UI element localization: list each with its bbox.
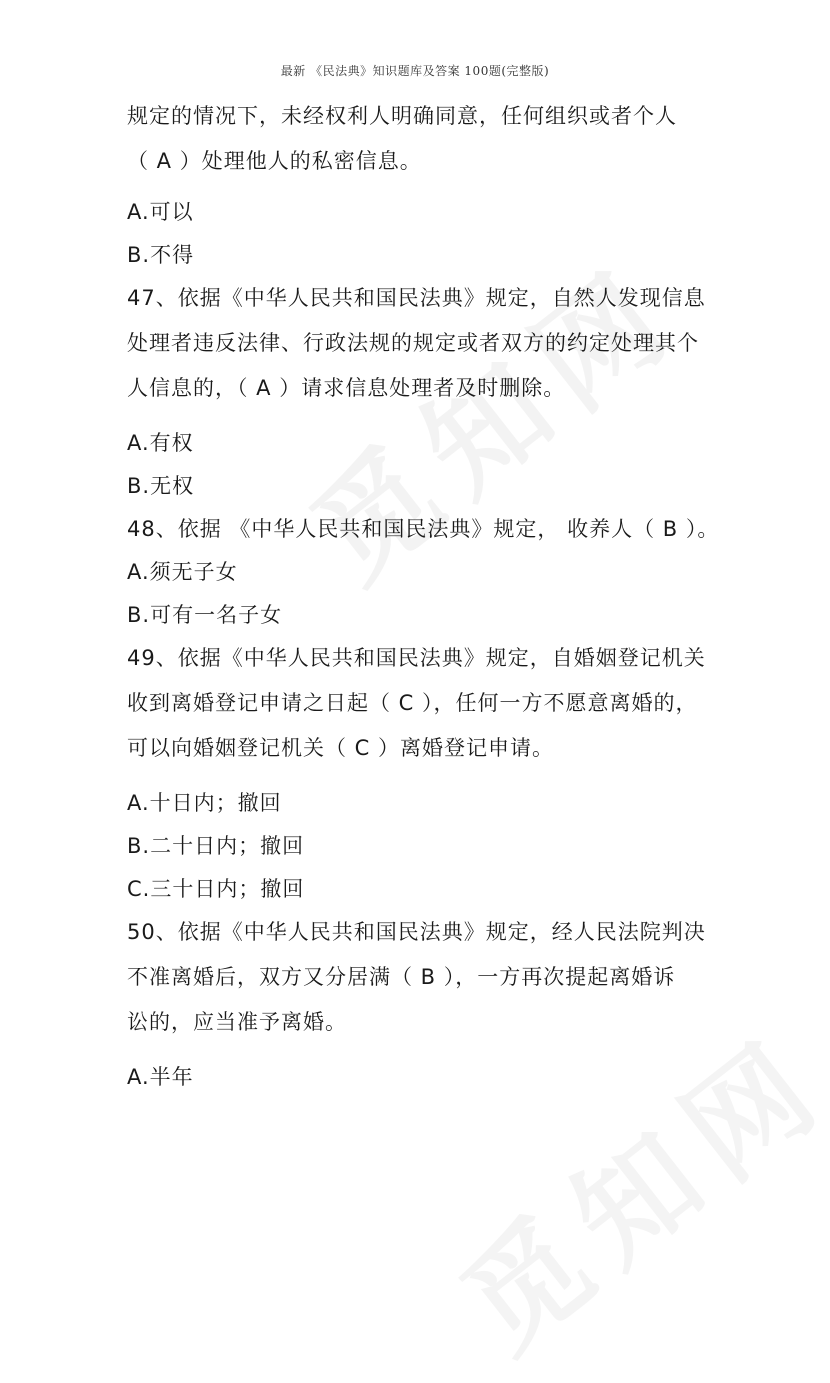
- document-body: [127, 102, 727, 1092]
- question-49-line-1: 49、依据《中华人民共和国民法典》规定，自婚姻登记机关: [127, 646, 706, 670]
- question-48-option-b: B.可有一名子女: [127, 603, 283, 627]
- question-50-line-2: 不准离婚后，双方又分居满（ B ），一方再次提起离婚诉: [127, 965, 676, 989]
- question-50-line-1: 50、依据《中华人民共和国民法典》规定，经人民法院判决: [127, 920, 706, 944]
- question-46-option-a: A.可以: [127, 200, 194, 224]
- question-49-line-2: 收到离婚登记申请之日起（ C ），任何一方不愿意离婚的，: [127, 691, 698, 715]
- question-49-option-b: B.二十日内；撤回: [127, 834, 305, 858]
- question-47-line-2: 处理者违反法律、行政法规的规定或者双方的约定处理其个: [127, 331, 699, 355]
- question-48-line-1: 48、依据 《中华人民共和国民法典》规定， 收养人（ B ）。: [127, 517, 720, 541]
- question-46-text-end: （ A ）处理他人的私密信息。: [127, 149, 422, 173]
- question-47-option-b: B.无权: [127, 474, 195, 498]
- question-47-option-a: A.有权: [127, 431, 194, 455]
- question-46-text-continued: 规定的情况下，未经权利人明确同意，任何组织或者个人: [127, 104, 677, 128]
- question-46-option-b: B.不得: [127, 243, 195, 267]
- question-49-line-3: 可以向婚姻登记机关（ C ）离婚登记申请。: [127, 736, 555, 760]
- question-48-option-a: A.须无子女: [127, 560, 238, 584]
- question-49-option-c: C.三十日内；撤回: [127, 877, 305, 901]
- question-50-option-a: A.半年: [127, 1065, 194, 1089]
- page-header-title: 最新 《民法典》知识题库及答案 100题(完整版): [280, 64, 550, 78]
- question-49-option-a: A.十日内；撤回: [127, 791, 282, 815]
- question-50-line-3: 讼的，应当准予离婚。: [127, 1010, 347, 1034]
- question-47-line-1: 47、依据《中华人民共和国民法典》规定，自然人发现信息: [127, 286, 706, 310]
- question-47-line-3: 人信息的，（ A ）请求信息处理者及时删除。: [127, 376, 566, 400]
